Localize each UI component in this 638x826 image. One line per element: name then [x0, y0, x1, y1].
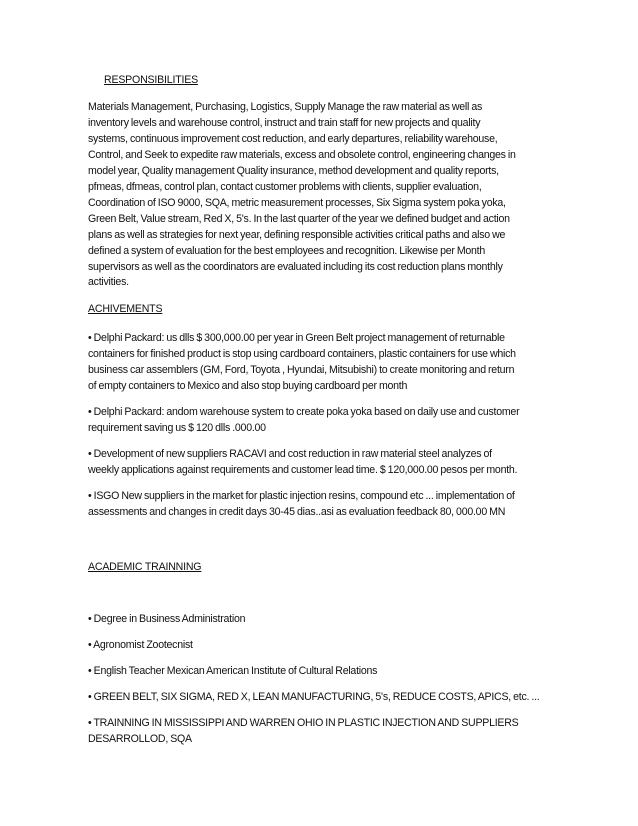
list-item-text: • Agronomist Zootecnist: [88, 639, 193, 651]
paragraph-line: Coordination of ISO 9000, SQA, metric measurement processes, Six Sigma system poka yoka,: [88, 196, 506, 209]
achievements-heading: ACHIVEMENTS: [88, 303, 163, 315]
list-item: [88, 664, 560, 680]
list-item: [88, 690, 560, 706]
paragraph-line: defined a system of evaluation for the best employees and recognition. Likewise per Month: [88, 244, 486, 257]
paragraph-line: activities.: [88, 276, 129, 289]
paragraph-line: Control, and Seek to expedite raw materials, excess and obsolete control, engineering changes in: [88, 148, 516, 161]
achievement-line: • Delphi Packard: andom warehouse system to create poka yoka based on daily use and customer: [88, 406, 520, 418]
achievement-item: [88, 447, 560, 479]
list-item: [88, 716, 560, 748]
achievement-line: of empty containers to Mexico and also stop buying cardboard per month: [88, 379, 408, 392]
achievement-line: • ISGO New suppliers in the market for plastic injection resins, compound etc ... implementation of: [88, 490, 515, 502]
list-item-text: DESARROLLOD, SQA: [88, 732, 192, 745]
paragraph-line: systems, continuous improvement cost reduction, and early departures, reliability warehouse,: [88, 132, 498, 145]
paragraph-line: model year, Quality management Quality insurance, method development and quality reports,: [88, 164, 499, 177]
list-item: [88, 638, 560, 654]
list-item-text: • English Teacher Mexican American Institute of Cultural Relations: [88, 665, 378, 677]
list-item-text: • Degree in Business Administration: [88, 613, 246, 625]
paragraph-line: Materials Management, Purchasing, Logistics, Supply Manage the raw material as well as: [88, 101, 483, 113]
list-item-text: • GREEN BELT, SIX SIGMA, RED X, LEAN MANUFACTURING, 5's, REDUCE COSTS, APICS, etc. ...: [88, 691, 540, 703]
paragraph-line: Green Belt, Value stream, Red X, 5's. In the last quarter of the year we defined budget and action: [88, 212, 510, 225]
achievement-line: containers for finished product is stop using cardboard containers, plastic containers for use which: [88, 347, 516, 360]
achievement-line: assessments and changes in credit days 30-45 dias..asi as evaluation feedback 80, 000.00 MN: [88, 505, 506, 518]
achievement-line: weekly applications against requirements and customer lead time. $ 120,000.00 pesos per month.: [88, 463, 518, 476]
paragraph-line: supervisors as well as the coordinators are evaluated including its cost reduction plans monthly: [88, 260, 503, 273]
achievement-line: • Development of new suppliers RACAVI and cost reduction in raw material steel analyzes of: [88, 448, 492, 460]
achievement-item: [88, 489, 560, 521]
academic-training-heading: ACADEMIC TRAINNING: [88, 561, 202, 573]
list-item-text: • TRAINNING IN MISSISSIPPI AND WARREN OHIO IN PLASTIC INJECTION AND SUPPLIERS: [88, 717, 519, 729]
achievement-line: requirement saving us $ 120 dlls .000.00: [88, 421, 266, 434]
responsibilities-paragraph: [88, 100, 560, 291]
responsibilities-heading: RESPONSIBILITIES: [104, 74, 198, 86]
paragraph-line: pfmeas, dfmeas, control plan, contact customer problems with clients, supplier evaluation,: [88, 180, 482, 193]
achievement-item: [88, 405, 560, 437]
list-item: [88, 612, 560, 628]
achievement-item: [88, 331, 560, 395]
paragraph-line: inventory levels and warehouse control, instruct and train staff for new projects and quality: [88, 116, 481, 129]
achievement-line: • Delphi Packard: us dlls $ 300,000.00 per year in Green Belt project management of returnable: [88, 332, 505, 344]
paragraph-line: plans as well as strategies for next year, defining responsible activities critical paths and also we: [88, 228, 506, 241]
achievement-line: business car assemblers (GM, Ford, Toyota , Hyundai, Mitsubishi) to create monitoring and return: [88, 363, 515, 376]
